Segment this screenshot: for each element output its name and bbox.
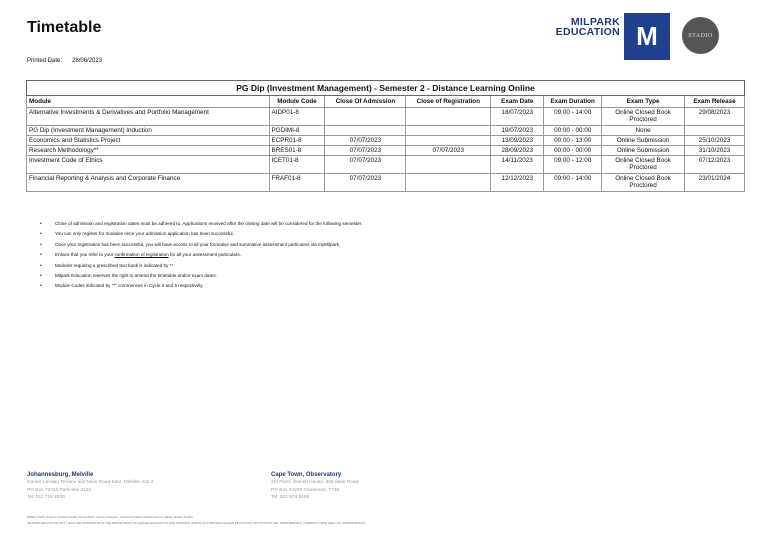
footer-johannesburg [27, 471, 153, 502]
list-item: • Modules requiring a prescribed text book is indicated by **. [40, 261, 362, 271]
cell-exam-duration: 09:00 - 14:00 [544, 174, 602, 192]
cell-module: Investment Code of Ethics [27, 156, 270, 174]
cell-close-admission: 07/07/2023 [325, 174, 406, 192]
cell-code: ECPR01-8 [269, 136, 325, 146]
cell-exam-release: 23/01/2024 [685, 174, 745, 192]
table-caption: PG Dip (Investment Management) - Semester 2 - Distance Learning Online [27, 81, 745, 96]
col-header: Close of Registration [406, 96, 491, 108]
table-row [27, 126, 745, 136]
stadio-badge-icon: STADIO [682, 17, 719, 54]
footer-cape-town [271, 471, 358, 502]
cell-exam-duration: 00:00 - 00:00 [544, 126, 602, 136]
table-row [27, 156, 745, 174]
cell-exam-release: 29/08/2023 [685, 108, 745, 126]
cell-close-admission: 07/07/2023 [325, 136, 406, 146]
cell-exam-date: 13/09/2023 [491, 136, 544, 146]
cell-exam-date: 14/11/2023 [491, 156, 544, 174]
cell-exam-type: Online Submission [602, 136, 685, 146]
cell-module: Research Methodology** [27, 146, 270, 156]
col-header: Exam Date [491, 96, 544, 108]
timetable-table [26, 80, 745, 192]
cell-close-admission [325, 108, 406, 126]
cell-module: PG Dip (Investment Management) Induction [27, 126, 270, 136]
footer-directors: DIRECTORS: Andrew Charles Henkel, Divya Pretz, Sarvan Putaram, Christian Phillipus Daniel Horner, Tabita Janitha Tupala [27, 515, 193, 519]
footer-tel: Tel: 021 673 9100 [271, 495, 310, 501]
cell-close-admission [325, 126, 406, 136]
cell-close-admission: 07/07/2023 [325, 146, 406, 156]
cell-exam-duration: 00:00 - 00:00 [544, 146, 602, 156]
footer-address: 3rd Floor, Osmelt House, 358 Main Road [271, 480, 359, 485]
page-title: Timetable [27, 19, 102, 36]
cell-code: BRES01-8 [269, 146, 325, 156]
cell-close-registration [406, 174, 491, 192]
printed-date-value: 28/06/2023 [72, 58, 103, 64]
cell-module: Economics and Statistics Project [27, 136, 270, 146]
cell-exam-type: Online Submission [602, 146, 685, 156]
cell-exam-release: 31/10/2023 [685, 146, 745, 156]
col-header: Exam Type [602, 96, 685, 108]
col-header: Module Code [269, 96, 325, 108]
cell-exam-type: None [602, 126, 685, 136]
cell-close-registration [406, 136, 491, 146]
cell-exam-type: Online Closed Book Proctored [602, 156, 685, 174]
footer-po-box: PO Box 44233 Claremont, 7735 [271, 487, 339, 493]
footer-address: Corner Landau Terrace and Main Road East, Melville, Ext 2 [27, 480, 154, 485]
cell-close-admission: 07/07/2023 [325, 156, 406, 174]
confirmation-of-registration-link[interactable]: confirmation of registration [114, 252, 169, 258]
cell-exam-date: 12/12/2023 [491, 174, 544, 192]
notes-list [40, 219, 362, 292]
cell-close-registration [406, 126, 491, 136]
cell-exam-release [685, 126, 745, 136]
cell-exam-release: 25/10/2023 [685, 136, 745, 146]
footer-city: Johannesburg, Melville [27, 472, 94, 478]
cell-exam-duration: 00:00 - 13:00 [544, 136, 602, 146]
footer-tel: Tel: 011 718 4000 [27, 495, 65, 501]
printed-date-label: Printed Date: [27, 58, 63, 64]
col-header: Close Of Admission [325, 96, 406, 108]
cell-code: ICET01-8 [269, 156, 325, 174]
note-text: Ensure that you refer to your [55, 252, 114, 258]
milpark-logo-icon: M [624, 13, 670, 60]
cell-module: Alternative Investments & Derivatives and Portfolio Management [27, 108, 270, 126]
cell-code: AIDP01-8 [269, 108, 325, 126]
table-row [27, 174, 745, 192]
col-header: Exam Release [685, 96, 745, 108]
cell-exam-release: 07/12/2023 [685, 156, 745, 174]
footer-city: Cape Town, Observatory [271, 472, 342, 478]
cell-exam-duration: 09:00 - 14:00 [544, 108, 602, 126]
list-item: • Milpark Education reserves the right to amend the timetable and/or exam dates. [40, 271, 362, 281]
table-row [27, 136, 745, 146]
col-header: Module [27, 96, 270, 108]
col-header: Exam Duration [544, 96, 602, 108]
cell-exam-type: Online Closed Book Proctored [602, 174, 685, 192]
footer-registration: MILPARK EDUCATION (PTY) (ELS) REGISTERED WITH THE DEPARTMENT OF HIGHER EDUCATION AND TRAINING (DHET) AS A PRIVATE HIGHER EDUCATION INSTITUTION (NO. 2009/HE06/004). COMPANY (SPE) (REG NO: 2006/020904/07) [27, 521, 366, 525]
cell-exam-date: 19/07/2023 [491, 126, 544, 136]
list-item: • Once your registration has been successful, you will have access to all your formative and summative assessment particulars via myMilpark. [40, 240, 362, 250]
cell-exam-duration: 09:00 - 12:00 [544, 156, 602, 174]
cell-close-registration [406, 108, 491, 126]
footer-po-box: PO Box 72413 Parkview 2122 [27, 487, 91, 493]
table-header-row [27, 96, 745, 108]
cell-exam-date: 18/07/2023 [491, 108, 544, 126]
table-row [27, 146, 745, 156]
note-text: for all your assessment particulars. [169, 252, 241, 258]
list-item: • You can only register for modules once your admission application has been successful. [40, 229, 362, 239]
cell-code: PGDIMI-8 [269, 126, 325, 136]
table-row [27, 108, 745, 126]
list-item: • Close of admission and registration dates must be adhered to. Applications received after the closing date will be considered for the following semester. [40, 219, 362, 229]
list-item [40, 250, 362, 260]
cell-close-registration [406, 156, 491, 174]
printed-date [27, 58, 112, 64]
cell-module: Financial Reporting & Analysis and Corporate Finance [27, 174, 270, 192]
cell-close-registration: 07/07/2023 [406, 146, 491, 156]
cell-code: FRAF01-8 [269, 174, 325, 192]
list-item: • Module Codes indicated by "*" commences in Cycle 2 and 5 respectively. [40, 281, 362, 291]
cell-exam-type: Online Closed Book Proctored [602, 108, 685, 126]
milpark-logo-text: MILPARK EDUCATION [555, 16, 620, 38]
cell-exam-date: 28/09/2023 [491, 146, 544, 156]
